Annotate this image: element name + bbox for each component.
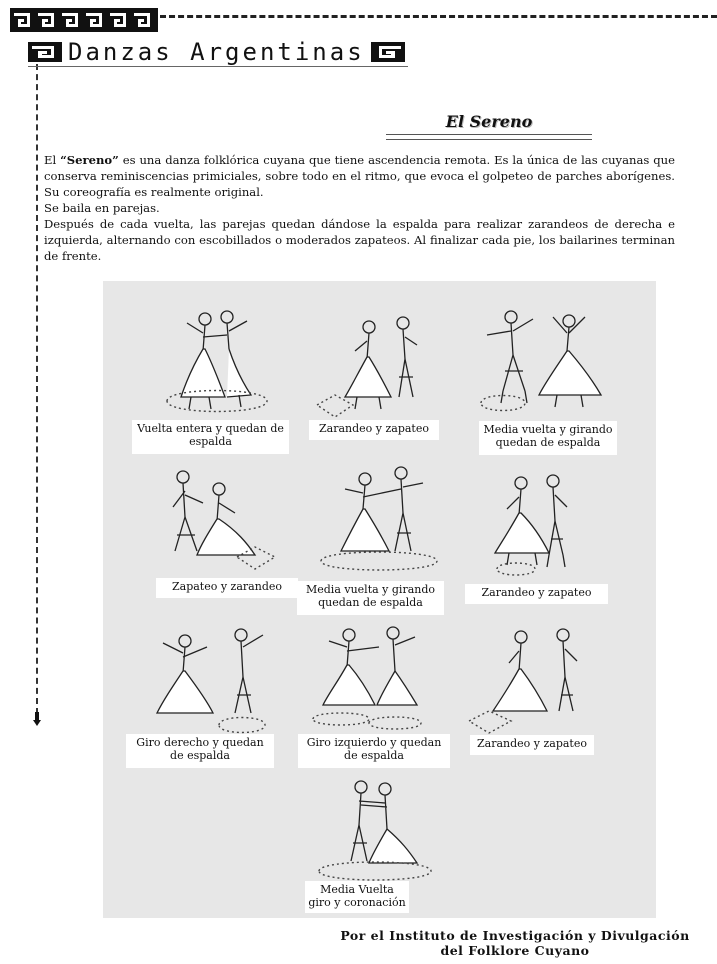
dancing-couple-icon <box>307 301 447 421</box>
section-underline <box>386 134 592 140</box>
top-dashed-rule <box>160 15 717 18</box>
dance-figure-7 <box>147 621 287 741</box>
paragraph-choreography: Después de cada vuelta, las parejas quedan dándose la espalda para realizar zarandeos de derecha e izquierda, alternando con escobillados o moderados zapateos. Al finalizar cada pie, los bailarines terminan de frente. <box>44 217 675 263</box>
dancing-couple-icon <box>147 461 287 581</box>
dance-figures-panel <box>103 281 656 918</box>
dancing-couple-icon <box>305 775 445 895</box>
page-title-row <box>28 36 405 68</box>
page-title: Danzas Argentinas <box>68 38 365 66</box>
dancing-couple-icon <box>309 463 449 583</box>
figure-1-caption: Vuelta entera y quedan de espalda <box>132 420 289 454</box>
figure-9-caption: Zarandeo y zapateo <box>470 735 594 755</box>
arrow-down-icon <box>33 712 41 726</box>
body-text <box>44 152 675 264</box>
paragraph-intro <box>44 152 675 200</box>
paragraph-intro-rest: es una danza folklórica cuyana que tiene ascendencia remota. Es la única de las cuyanas que conserva reminiscencias primiciales, sobre todo en el ritmo, que evoca el golpeteo de parches aborígenes. Su coreografía es realmente original. <box>44 153 675 199</box>
dancing-couple-icon <box>463 621 603 741</box>
dance-figure-6 <box>469 465 609 585</box>
dancing-couple-icon <box>147 301 287 421</box>
greek-key-right-icon <box>371 40 405 64</box>
dance-figure-10 <box>305 775 445 895</box>
figure-8-caption: Giro izquierdo y quedan de espalda <box>298 734 450 768</box>
figure-10-caption-line2: giro y coronación <box>308 896 406 909</box>
dance-figure-2 <box>307 301 447 421</box>
footer-credit <box>330 928 700 958</box>
figure-10-caption-line1: Media Vuelta <box>320 883 394 896</box>
dancing-couple-icon <box>469 465 609 585</box>
figure-5-caption: Media vuelta y girando quedan de espalda <box>297 581 444 615</box>
dance-name-bold: “Sereno” <box>60 153 119 167</box>
dancing-couple-icon <box>147 621 287 741</box>
figure-2-caption: Zarandeo y zapateo <box>309 420 439 440</box>
dance-figure-4 <box>147 461 287 581</box>
footer-line-1: Por el Instituto de Investigación y Divulgación <box>340 928 690 943</box>
left-dashed-rule <box>36 64 38 714</box>
dance-figure-5 <box>309 463 449 583</box>
paragraph-intro-prefix: El <box>44 153 61 167</box>
figure-10-caption <box>305 881 409 913</box>
title-underline <box>28 66 408 67</box>
section-title: El Sereno <box>445 112 533 131</box>
dance-figure-8 <box>309 621 449 741</box>
figure-6-caption: Zarandeo y zapateo <box>465 584 608 604</box>
figure-3-caption: Media vuelta y girando quedan de espalda <box>479 421 617 455</box>
dance-figure-1 <box>147 301 287 421</box>
dancing-couple-icon <box>473 299 613 419</box>
figure-7-caption: Giro derecho y quedan de espalda <box>126 734 274 768</box>
greek-key-banner-icon <box>10 8 158 32</box>
footer-line-2: del Folklore Cuyano <box>440 943 590 958</box>
dancing-couple-icon <box>309 621 449 741</box>
dance-figure-3 <box>473 299 613 419</box>
paragraph-couples: Se baila en parejas. <box>44 201 160 215</box>
greek-key-left-icon <box>28 40 62 64</box>
figure-4-caption: Zapateo y zarandeo <box>156 578 298 598</box>
dance-figure-9 <box>463 621 603 741</box>
